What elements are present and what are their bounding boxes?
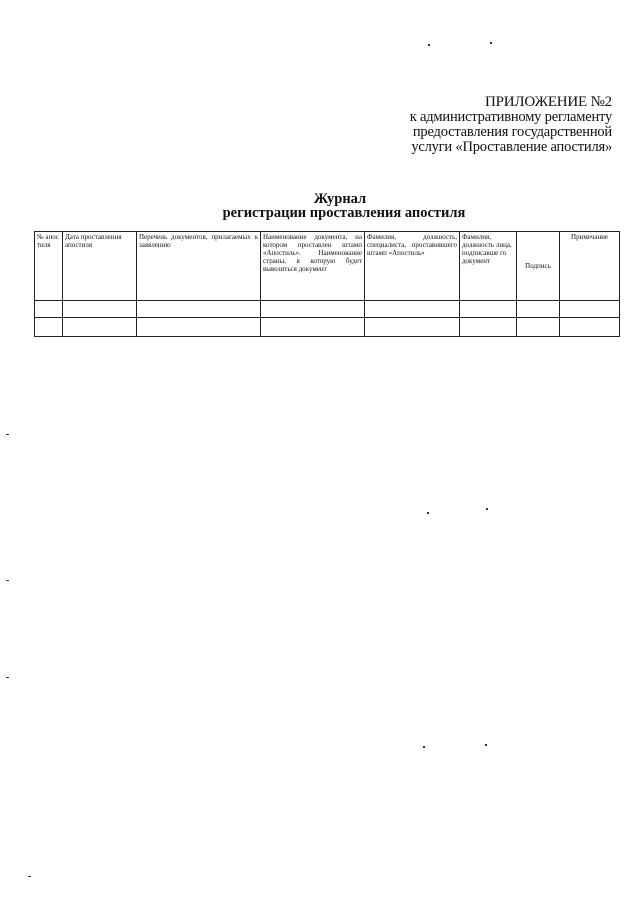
registration-table <box>34 231 620 337</box>
table-header-row <box>35 232 620 301</box>
table-cell <box>560 318 620 337</box>
journal-subtitle: регистрации проставления апостиля <box>222 205 466 221</box>
scan-speck <box>485 744 487 746</box>
scan-speck <box>423 746 425 748</box>
scan-speck <box>6 434 9 435</box>
table-cell <box>137 318 261 337</box>
scan-speck <box>428 44 430 46</box>
table-cell <box>35 301 63 318</box>
table-cell <box>137 301 261 318</box>
table-cell <box>460 301 517 318</box>
scan-speck <box>28 876 31 877</box>
appendix-block <box>410 95 612 155</box>
table-cell <box>365 301 460 318</box>
header-signature: Подпись <box>517 232 560 301</box>
table-row <box>35 318 620 337</box>
appendix-line-1: к административному регламенту <box>409 109 612 125</box>
appendix-line-3: услуги «Проставление апостиля» <box>411 139 612 155</box>
scan-speck <box>427 512 429 514</box>
header-specialist: Фамилия, должность, специалиста, проставившего штамп «Апостиль» <box>365 232 460 301</box>
header-document-name-country: Наименование документа, на котором проставлен штамп «Апостиль». Наименование страны, в которую будет вывозиться документ <box>261 232 365 301</box>
table-cell <box>63 318 137 337</box>
journal-title: Журнал <box>313 191 367 207</box>
table-cell <box>560 301 620 318</box>
table-cell <box>460 318 517 337</box>
header-documents-list: Перечень документов, прилагаемых к заявлению <box>137 232 261 301</box>
header-apostille-number: № апос тиля <box>35 232 63 301</box>
appendix-title: ПРИЛОЖЕНИЕ №2 <box>484 94 612 110</box>
scan-speck <box>6 580 9 581</box>
table-cell <box>365 318 460 337</box>
table-cell <box>517 301 560 318</box>
journal-heading <box>0 192 640 220</box>
table-cell <box>517 318 560 337</box>
appendix-line-2: предоставления государственной <box>412 124 612 140</box>
scan-speck <box>6 677 9 678</box>
table-cell <box>261 318 365 337</box>
header-signatory: Фамилия, должность лица, подписавше го документ <box>460 232 517 301</box>
table-cell <box>63 301 137 318</box>
header-note: Примечание <box>560 232 620 301</box>
table-cell <box>261 301 365 318</box>
scan-speck <box>486 508 488 510</box>
table-cell <box>35 318 63 337</box>
scan-speck <box>490 42 492 44</box>
header-apostille-date: Дата проставления апостиля <box>63 232 137 301</box>
table-row <box>35 301 620 318</box>
